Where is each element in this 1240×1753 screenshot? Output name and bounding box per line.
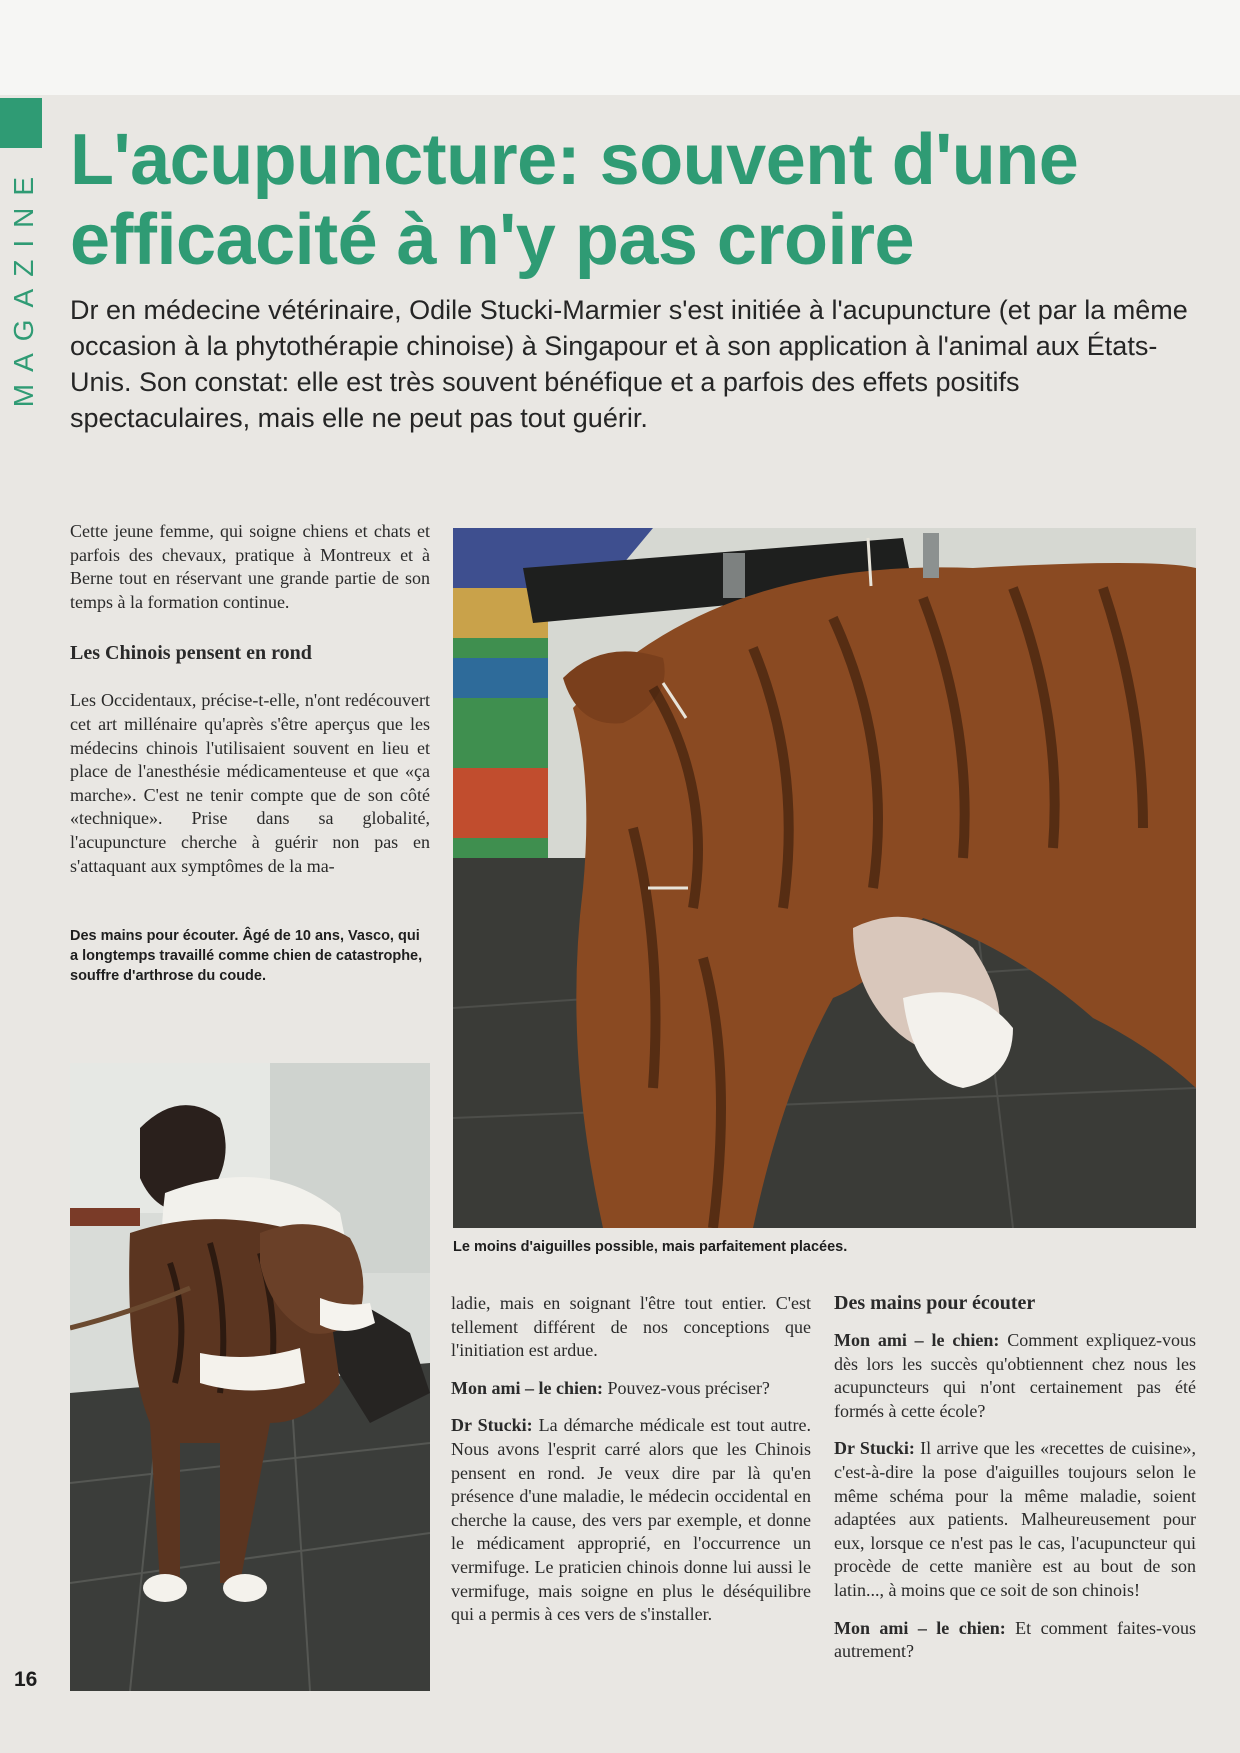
boxer-acupuncture-photo [453, 528, 1196, 1228]
main-photo-caption: Le moins d'aiguilles possible, mais parfaitement placées. [453, 1239, 848, 1255]
interview-paragraph [834, 1329, 1196, 1423]
interview-text: Et comment faites-vous autrement? [834, 1617, 1196, 1662]
speaker-label: Dr Stucki: [834, 1438, 915, 1459]
speaker-label: Mon ami – le chien: [834, 1617, 1006, 1638]
speaker-label: Dr Stucki: [451, 1415, 533, 1436]
left-column [70, 520, 430, 986]
section-label: MAGAZINE [8, 165, 39, 408]
interview-text: Pouvez-vous préciser? [602, 1377, 770, 1398]
page-number: 16 [14, 1668, 38, 1691]
speaker-label: Mon ami – le chien: [834, 1330, 1000, 1350]
box-title: Des mains pour écouter [834, 1292, 1036, 1314]
continuation-paragraph: ladie, mais en soignant l'être tout entier. C'est tellement différent de nos conceptions que l'initiation est ardue. [451, 1293, 811, 1361]
interview-paragraph [451, 1414, 811, 1626]
small-photo-caption: Des mains pour écouter. Âgé de 10 ans, Vasco, qui a longtemps travaillé comme chien de catastrophe, souffre d'arthrose du coude. [70, 928, 423, 985]
interview-text: Comment expliquez-vous dès lors les succès qu'obtiennent chez nous les acupuncteurs qui n'ont certainement pas été formés à cette école? [834, 1330, 1197, 1421]
speaker-label: Mon ami – le chien: [451, 1377, 603, 1398]
interview-paragraph [834, 1437, 1196, 1602]
section-paragraph: Les Occidentaux, précise-t-elle, n'ont redécouvert cet art millénaire qu'après s'être aperçus que les médecins chinois l'utilisaient souvent en lieu et place de l'anesthésie médicamenteuse et que «ça marche». C'est ne tenir compte que de son côté «technique». Prise dans sa globalité, l'acupuncture cherche à guérir non pas en s'attaquant aux symptômes de la ma- [70, 690, 430, 876]
veterinarian-with-boxer-photo [70, 1063, 430, 1691]
interview-paragraph [451, 1377, 811, 1401]
interview-text: La démarche médicale est tout autre. Nous avons l'esprit carré alors que les Chinois pensent en rond. Je veux dire par là qu'en présence d'une maladie, le médecin occidental en cherche la cause, des vers par exemple, et donne le médicament approprié, en l'occurrence un vermifuge. Le praticien chinois donne lui aussi le vermifuge, mais soigne en plus le déséquilibre qui a permis à ces vers de s'installer. [451, 1415, 811, 1625]
section-color-tab [0, 98, 42, 148]
interview-paragraph [834, 1617, 1196, 1664]
section-subhead: Les Chinois pensent en rond [70, 642, 312, 665]
middle-column [451, 1292, 811, 1641]
interview-text: Il arrive que les «recettes de cuisine», c'est-à-dire la pose d'aiguilles toujours selon le même schéma pour la même maladie, soient adaptées aux patients. Malheureusement pour eux, lorsque ce n'est pas le cas, l'acupuncteur qui procède de cette manière est au bout de son latin..., à moins que ce soit de son chinois! [834, 1438, 1196, 1600]
article-title: L'acupuncture: souvent d'une efficacité à n'y pas croire [70, 120, 1079, 280]
top-margin [0, 0, 1240, 95]
article-standfirst: Dr en médecine vétérinaire, Odile Stucki-Marmier s'est initiée à l'acupuncture (et par la même occasion à la phytothérapie chinoise) à Singapour et à son application à l'animal aux États-Unis. Son constat: elle est très souvent bénéfique et a parfois des effets positifs spectaculaires, mais elle ne peut pas tout guérir. [70, 295, 1188, 433]
intro-paragraph: Cette jeune femme, qui soigne chiens et chats et parfois des chevaux, pratique à Montreux et à Berne tout en réservant une grande partie de son temps à la formation continue. [70, 521, 430, 612]
right-column [834, 1292, 1196, 1678]
